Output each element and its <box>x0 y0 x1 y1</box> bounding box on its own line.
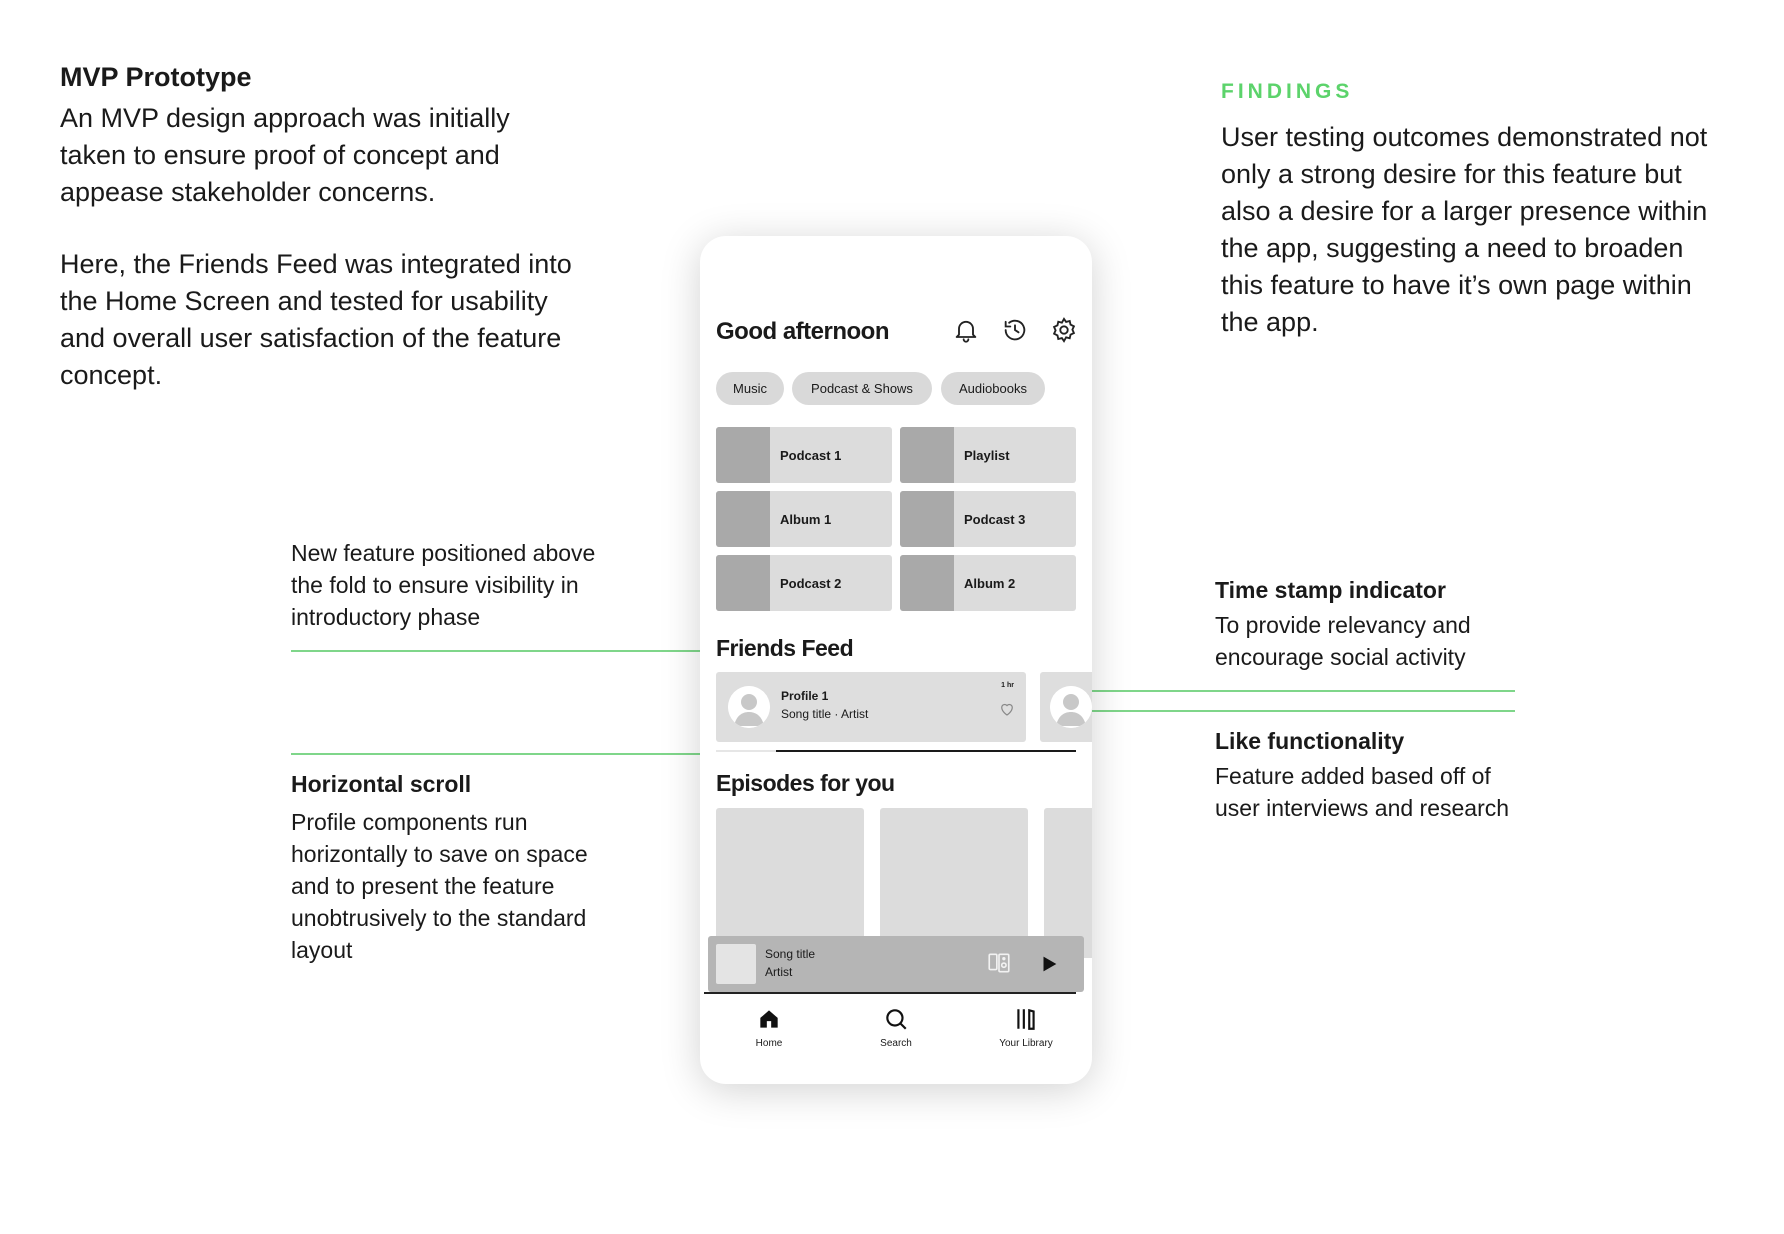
phone-mockup <box>700 236 1092 1084</box>
tile-thumbnail <box>716 427 770 483</box>
friends-feed-title: Friends Feed <box>716 635 854 661</box>
library-icon <box>1013 1006 1039 1032</box>
avatar <box>728 686 770 728</box>
mini-player[interactable] <box>708 936 1084 992</box>
episodes-title: Episodes for you <box>716 770 895 796</box>
hscroll-connector-line <box>291 753 711 755</box>
player-artwork <box>716 944 756 984</box>
search-icon <box>883 1006 909 1032</box>
timestamp-title: Time stamp indicator <box>1215 577 1446 603</box>
tile-label: Album 1 <box>780 511 832 527</box>
bell-icon[interactable] <box>952 316 980 344</box>
player-artist: Artist <box>765 965 793 979</box>
play-icon[interactable] <box>1038 953 1060 975</box>
friends-feed-card[interactable] <box>716 672 1026 742</box>
chip-audiobooks[interactable]: Audiobooks <box>941 372 1045 405</box>
nav-search[interactable] <box>851 1006 941 1049</box>
intro-title: MVP Prototype <box>60 62 252 92</box>
tile-thumbnail <box>900 427 954 483</box>
history-icon[interactable] <box>1001 316 1029 344</box>
intro-paragraph-1: An MVP design approach was initially taken to ensure proof of concept and appease stakeholder concerns. <box>60 103 510 207</box>
tile-podcast-2[interactable] <box>716 555 892 611</box>
like-title: Like functionality <box>1215 728 1405 754</box>
tile-album-2[interactable] <box>900 555 1076 611</box>
nav-home-label: Home <box>755 1038 783 1049</box>
chip-podcast-shows[interactable]: Podcast & Shows <box>792 372 932 405</box>
tile-label: Podcast 2 <box>780 575 842 591</box>
nav-library-label: Your Library <box>999 1038 1053 1049</box>
timestamp-connector-line <box>1020 690 1515 692</box>
profile-song-artist: Song title · Artist <box>781 707 869 721</box>
hscroll-title: Horizontal scroll <box>291 771 472 797</box>
findings-text: User testing outcomes demonstrated not only a strong desire for this feature but also a desire for a larger presence within the app, suggesting a need to broaden this feature to have it’s own page within the app. <box>1221 122 1708 337</box>
tile-thumbnail <box>716 491 770 547</box>
timestamp-label: 1 hr <box>1001 682 1014 689</box>
tile-label: Podcast 1 <box>780 447 842 463</box>
heart-icon[interactable] <box>998 700 1016 718</box>
player-song-title: Song title <box>765 947 816 961</box>
like-connector-line <box>1020 710 1515 712</box>
nav-home[interactable] <box>724 1006 814 1049</box>
player-progress-bar <box>704 992 1076 994</box>
tile-thumbnail <box>900 555 954 611</box>
scrollbar-thumb[interactable] <box>776 750 1076 752</box>
greeting-title: Good afternoon <box>716 318 889 345</box>
avatar <box>1050 686 1092 728</box>
gear-icon[interactable] <box>1050 316 1078 344</box>
tile-label: Album 2 <box>964 575 1016 591</box>
nav-search-label: Search <box>880 1038 912 1049</box>
home-icon <box>756 1006 782 1032</box>
profile-name: Profile 1 <box>781 689 829 703</box>
tile-podcast-1[interactable] <box>716 427 892 483</box>
feature-position-note: New feature positioned above the fold to ensure visibility in introductory phase <box>291 540 596 630</box>
tile-thumbnail <box>716 555 770 611</box>
like-text: Feature added based off of user interviews and research <box>1215 763 1510 821</box>
tile-label: Playlist <box>964 447 1010 463</box>
devices-icon[interactable] <box>986 950 1012 976</box>
horizontal-scrollbar[interactable] <box>716 750 1076 752</box>
tile-podcast-3[interactable] <box>900 491 1076 547</box>
tile-album-1[interactable] <box>716 491 892 547</box>
nav-library[interactable] <box>981 1006 1071 1049</box>
tile-playlist[interactable] <box>900 427 1076 483</box>
hscroll-text: Profile components run horizontally to save on space and to present the feature unobtrusively to the standard layout <box>291 809 588 963</box>
findings-label: FINDINGS <box>1221 80 1354 103</box>
friends-feed-card-partial[interactable] <box>1040 672 1092 742</box>
tile-thumbnail <box>900 491 954 547</box>
chip-music[interactable]: Music <box>716 372 784 405</box>
feature-connector-line <box>291 650 711 652</box>
timestamp-text: To provide relevancy and encourage social activity <box>1215 612 1471 670</box>
tile-label: Podcast 3 <box>964 511 1026 527</box>
intro-paragraph-2: Here, the Friends Feed was integrated into the Home Screen and tested for usability and overall user satisfaction of the feature concept. <box>60 249 572 390</box>
